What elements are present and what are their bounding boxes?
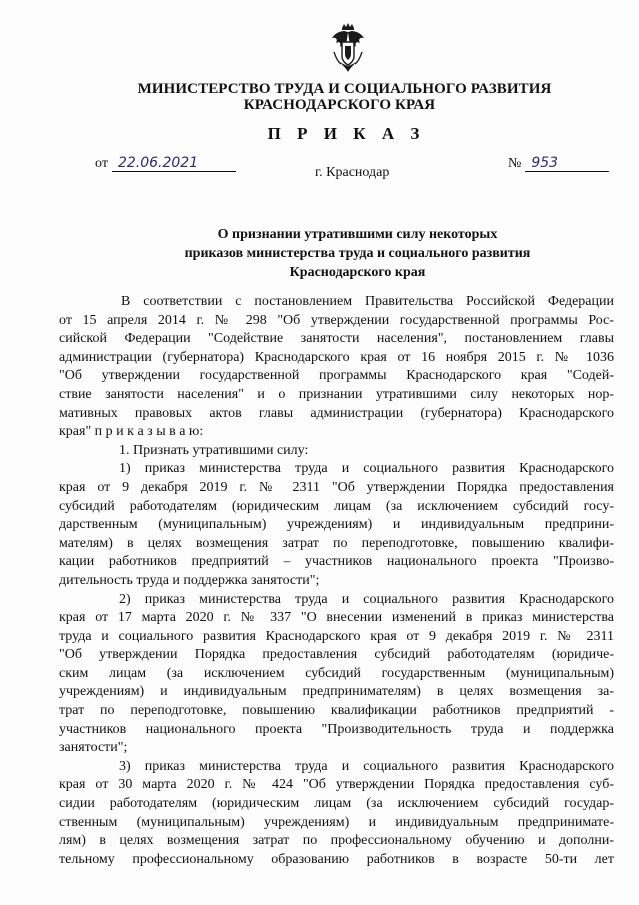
document-title [38, 225, 639, 282]
number-value: 953 [525, 155, 609, 172]
body-line: занятости"; [59, 740, 128, 756]
date-value: 22.06.2021 [112, 155, 236, 172]
body-line: края от 17 марта 2020 г. № 337 "О внесении изменений в приказ министерства [59, 610, 614, 626]
ministry-name-line2: КРАСНОДАРСКОГО КРАЯ [243, 97, 436, 113]
body-line: кации работников предприятий – участников национального проекта "Произво- [59, 554, 614, 570]
body-line: дарственным (муниципальным) учреждениям) и индивидуальным предприни- [59, 517, 614, 533]
body-line: участников национального проекта "Производительность труда и поддержка [59, 721, 614, 737]
date-prefix: от [95, 156, 108, 171]
body-line: ским лицам (за исключением субсидий государственным (муниципальным) [59, 665, 614, 681]
body-line: "Об утверждении Порядка предоставления субсидий работодателям (юридиче- [59, 647, 614, 663]
body-line: сийской Федерации "Содействие занятости населения", постановлением главы [59, 331, 614, 347]
body-line: 2) приказ министерства труда и социального развития Краснодарского [119, 591, 614, 607]
date-block [95, 155, 236, 172]
body-line: ствие занятости населения" и о признании утратившими силу некоторых нор- [59, 386, 614, 402]
ministry-name-line1: МИНИСТЕРСТВО ТРУДА И СОЦИАЛЬНОГО РАЗВИТИЯ [137, 81, 552, 97]
body-line: 1. Признать утратившими силу: [119, 442, 309, 458]
number-prefix: № [508, 156, 522, 171]
body-line: ственным (муниципальным) учреждениям) и индивидуальным предпринимате- [59, 814, 614, 830]
body-line: мателям) в целях возмещения затрат по переподготовке, повышению квалифи- [59, 535, 614, 551]
body-line: края" п р и к а з ы в а ю: [59, 424, 204, 440]
title-line: О признании утратившими силу некоторых [217, 227, 498, 242]
title-line: Краснодарского края [289, 265, 426, 280]
body-line: тельному профессиональному образованию работников в возрасте 50-ти лет [59, 851, 614, 867]
body-line: дительность труда и поддержка занятости"; [59, 572, 320, 588]
body-line: администрации (губернатора) Краснодарского края от 16 ноября 2015 г. № 1036 [59, 349, 614, 365]
body-line: края от 9 декабря 2019 г. № 2311 "Об утверждении Порядка предоставления [59, 479, 614, 495]
body-line: субсидий работодателям (юридическим лицам (за исключением субсидий госу- [59, 498, 614, 514]
body-line: лям) в целях возмещения затрат по профессиональному обучению и дополни- [59, 833, 614, 849]
body-line: учреждениям) и индивидуальным предпринимателям) в целях возмещения за- [59, 684, 614, 700]
document-meta-row [0, 151, 639, 181]
document-type-heading: П Р И К А З [267, 124, 426, 143]
document-body [59, 293, 614, 869]
coat-of-arms-icon [328, 22, 368, 74]
title-line: приказов министерства труда и социального развития [184, 246, 531, 261]
body-line: сидии работодателям (юридическим лицам (за исключением субсидий государ- [59, 796, 614, 812]
body-line: от 15 апреля 2014 г. № 298 "Об утверждении государственной программы Рос- [59, 312, 614, 328]
city-label: г. Краснодар [315, 165, 390, 180]
body-line: труда и социального развития Краснодарского края от 9 декабря 2019 г. № 2311 [59, 628, 614, 644]
body-line: края от 30 марта 2020 г. № 424 "Об утверждении Порядка предоставления суб- [59, 777, 614, 793]
body-line: В соответствии с постановлением Правительства Российской Федерации [121, 294, 614, 309]
body-line: "Об утверждении государственной программы Краснодарского края "Содей- [59, 368, 614, 384]
number-block [508, 155, 609, 172]
body-line: трат по переподготовке, повышению квалификации работников предприятий - [59, 703, 614, 719]
body-line: мативных правовых актов главы администрации (губернатора) Краснодарского [59, 405, 614, 421]
body-line: 1) приказ министерства труда и социального развития Краснодарского [119, 461, 614, 477]
body-line: 3) приказ министерства труда и социального развития Краснодарского [119, 758, 614, 774]
